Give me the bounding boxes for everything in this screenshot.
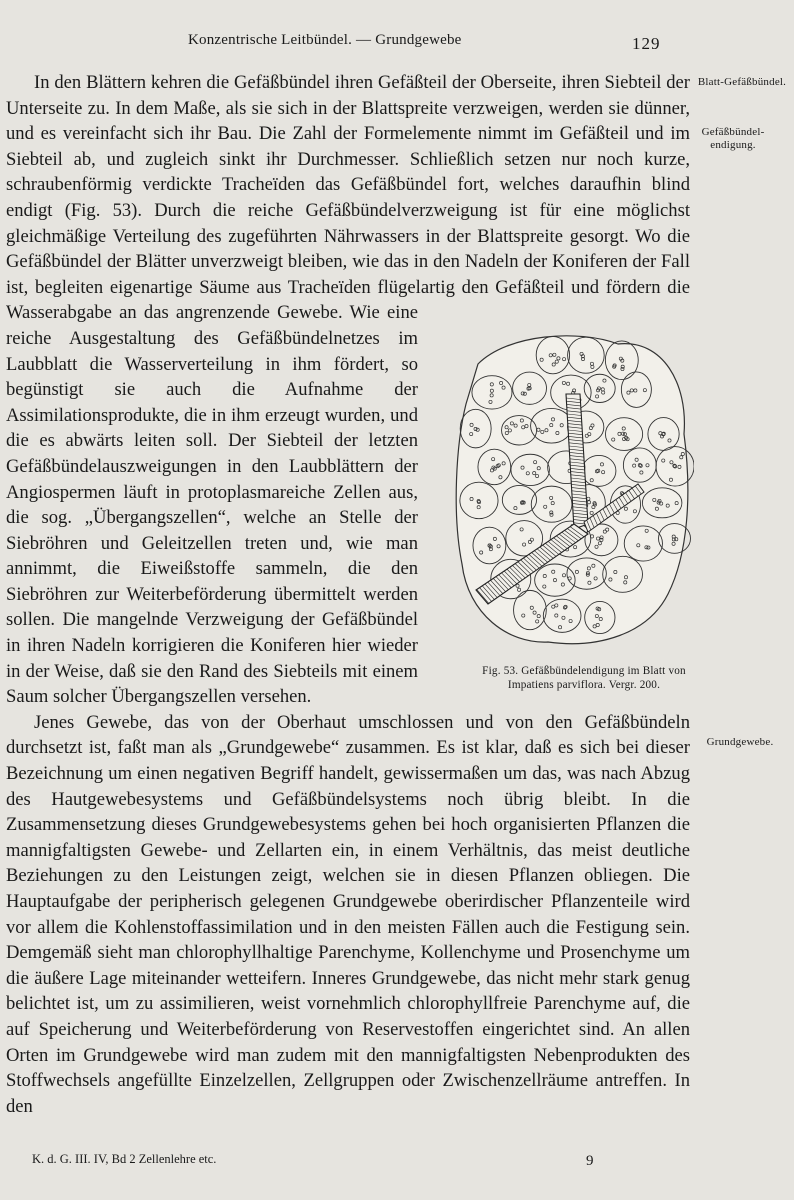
signature-mark: 9 [586, 1153, 594, 1169]
paragraph-1-part-b: Gefäßteil und fördern die Wasserabgabe an das angrenzende Gewebe. Wie eine reiche Ausgestaltung des Gefäßbündelnetzes im Laubblatt die Wasserverteilung in ihm fördert, so begünstigt sie auch die Aufnahme der Assimilationsprodukte, die in ihm erzeugt wurden, und die es abwärts leiten soll. Der Siebteil der letzten Gefäßbündelauszweigungen in den Laubblättern der Angiospermen läuft in protoplasmareiche Zellen aus, die sog. „Übergangszellen“, welche an Stelle der Siebröhren und Geleitzellen treten und, wie man annimmt, die Eiweißstoffe sammeln, die den Siebröhren zur Weiterbeförderung übermittelt werden sollen. Die mangelnde Verzweigung der Gefäßbündel in ihren Nadeln korrigieren die Koniferen hier wieder in der Weise, daß sie den Rand des Siebteils mit einem Saum solcher Übergangszellen versehen. [6, 276, 690, 708]
figure-53-illustration [448, 324, 694, 654]
paragraph-1-part-a: In den Blättern kehren die Gefäßbündel ihren Gefäßteil der Oberseite, ihren Siebteil der Unterseite zu. In dem Maße, als sie sich in der Blattspreite verzweigen, werden sie dünner, und es vereinfacht sich ihr Bau. Die Zahl der Formelemente nimmt im Gefäßteil und im Siebteil ab, und zugleich sinkt ihr Durchmesser. Schließlich setzen nur noch kurze, schraubenförmig verdickte Tracheïden das Gefäßbündel fort, welches daraufhin blind endigt (Fig. 53). Durch die reiche Gefäßbündelverzweigung ist für eine möglichst gleichmäßige Verteilung des zugeführten Nährwassers in der Blattspreite gesorgt. Wo die Gefäßbündel der Blätter unverzweigt bleiben, wie das in den Nadeln der Koniferen der Fall ist, begleiten eigenartige Säume aus Tracheïden flügelartig den [6, 72, 690, 298]
footer-series: K. d. G. III. IV, Bd 2 Zellenlehre etc. [32, 1152, 217, 1166]
paragraph-2: Jenes Gewebe, das von der Oberhaut umschlossen und von den Gefäßbündeln durchsetzt ist, faßt man als „Grundgewebe“ zusammen. Es ist klar, daß es sich bei dieser Bezeichnung um einen negativen Begriff handelt, gewissermaßen um das, was nach Abzug des Hautgewebesystems und Gefäßbündelsystems noch übrig bleibt. In die Zusammensetzung dieses Grundgewebesystems gehen bei hoch organisierten Pflanzen die mannigfaltigsten Gewebe- und Zellarten ein, in einem Verhältnis, das meist deutliche Beziehungen zu den Leistungen zeigt, welchen sie in diesen Pflanzen obliegen. Die Hauptaufgabe der peripherisch gelegenen Grundgewebe oberirdischer Pflanzenteile wird vor allem die Kohlenstoffassimilation und in den meisten Fällen auch die Festigung sein. Demgemäß sieht man chlorophyllhaltige Parenchyme, Kollenchyme und Prosenchyme um die äußere Lage miteinander wetteifern. Inneres Grundgewebe, das nicht mehr stark genug belichtet ist, um zu assimilieren, weist vornehmlich chlorophyllfreie Parenchyme auf, die auf Speicherung und Weiterbeförderung von Reservestoffen eingerichtet sind. An allen Orten im Grundgewebe wird man zudem mit den mannigfaltigsten Nebenprodukten des Stoffwechsels angefüllte Einzelzellen, Zellgruppen oder Zwischenzellräume antreffen. In den [6, 711, 690, 1117]
page-number: 129 [632, 34, 661, 53]
figure-caption: Fig. 53. Gefäßbündelendigung im Blatt von Impatiens parviflora. Vergr. 200. [482, 665, 686, 691]
margin-note-gefaessbuendelendigung: Gefäßbündel-endigung. [701, 126, 765, 151]
margin-note-grundgewebe: Grundgewebe. [706, 736, 774, 748]
margin-note-blatt-gefaessbuendel: Blatt-Gefäßbündel. [697, 76, 787, 88]
running-title: Konzentrische Leitbündel. — Grundgewebe [188, 32, 462, 48]
leaf-vein-ending-drawing [448, 324, 694, 654]
